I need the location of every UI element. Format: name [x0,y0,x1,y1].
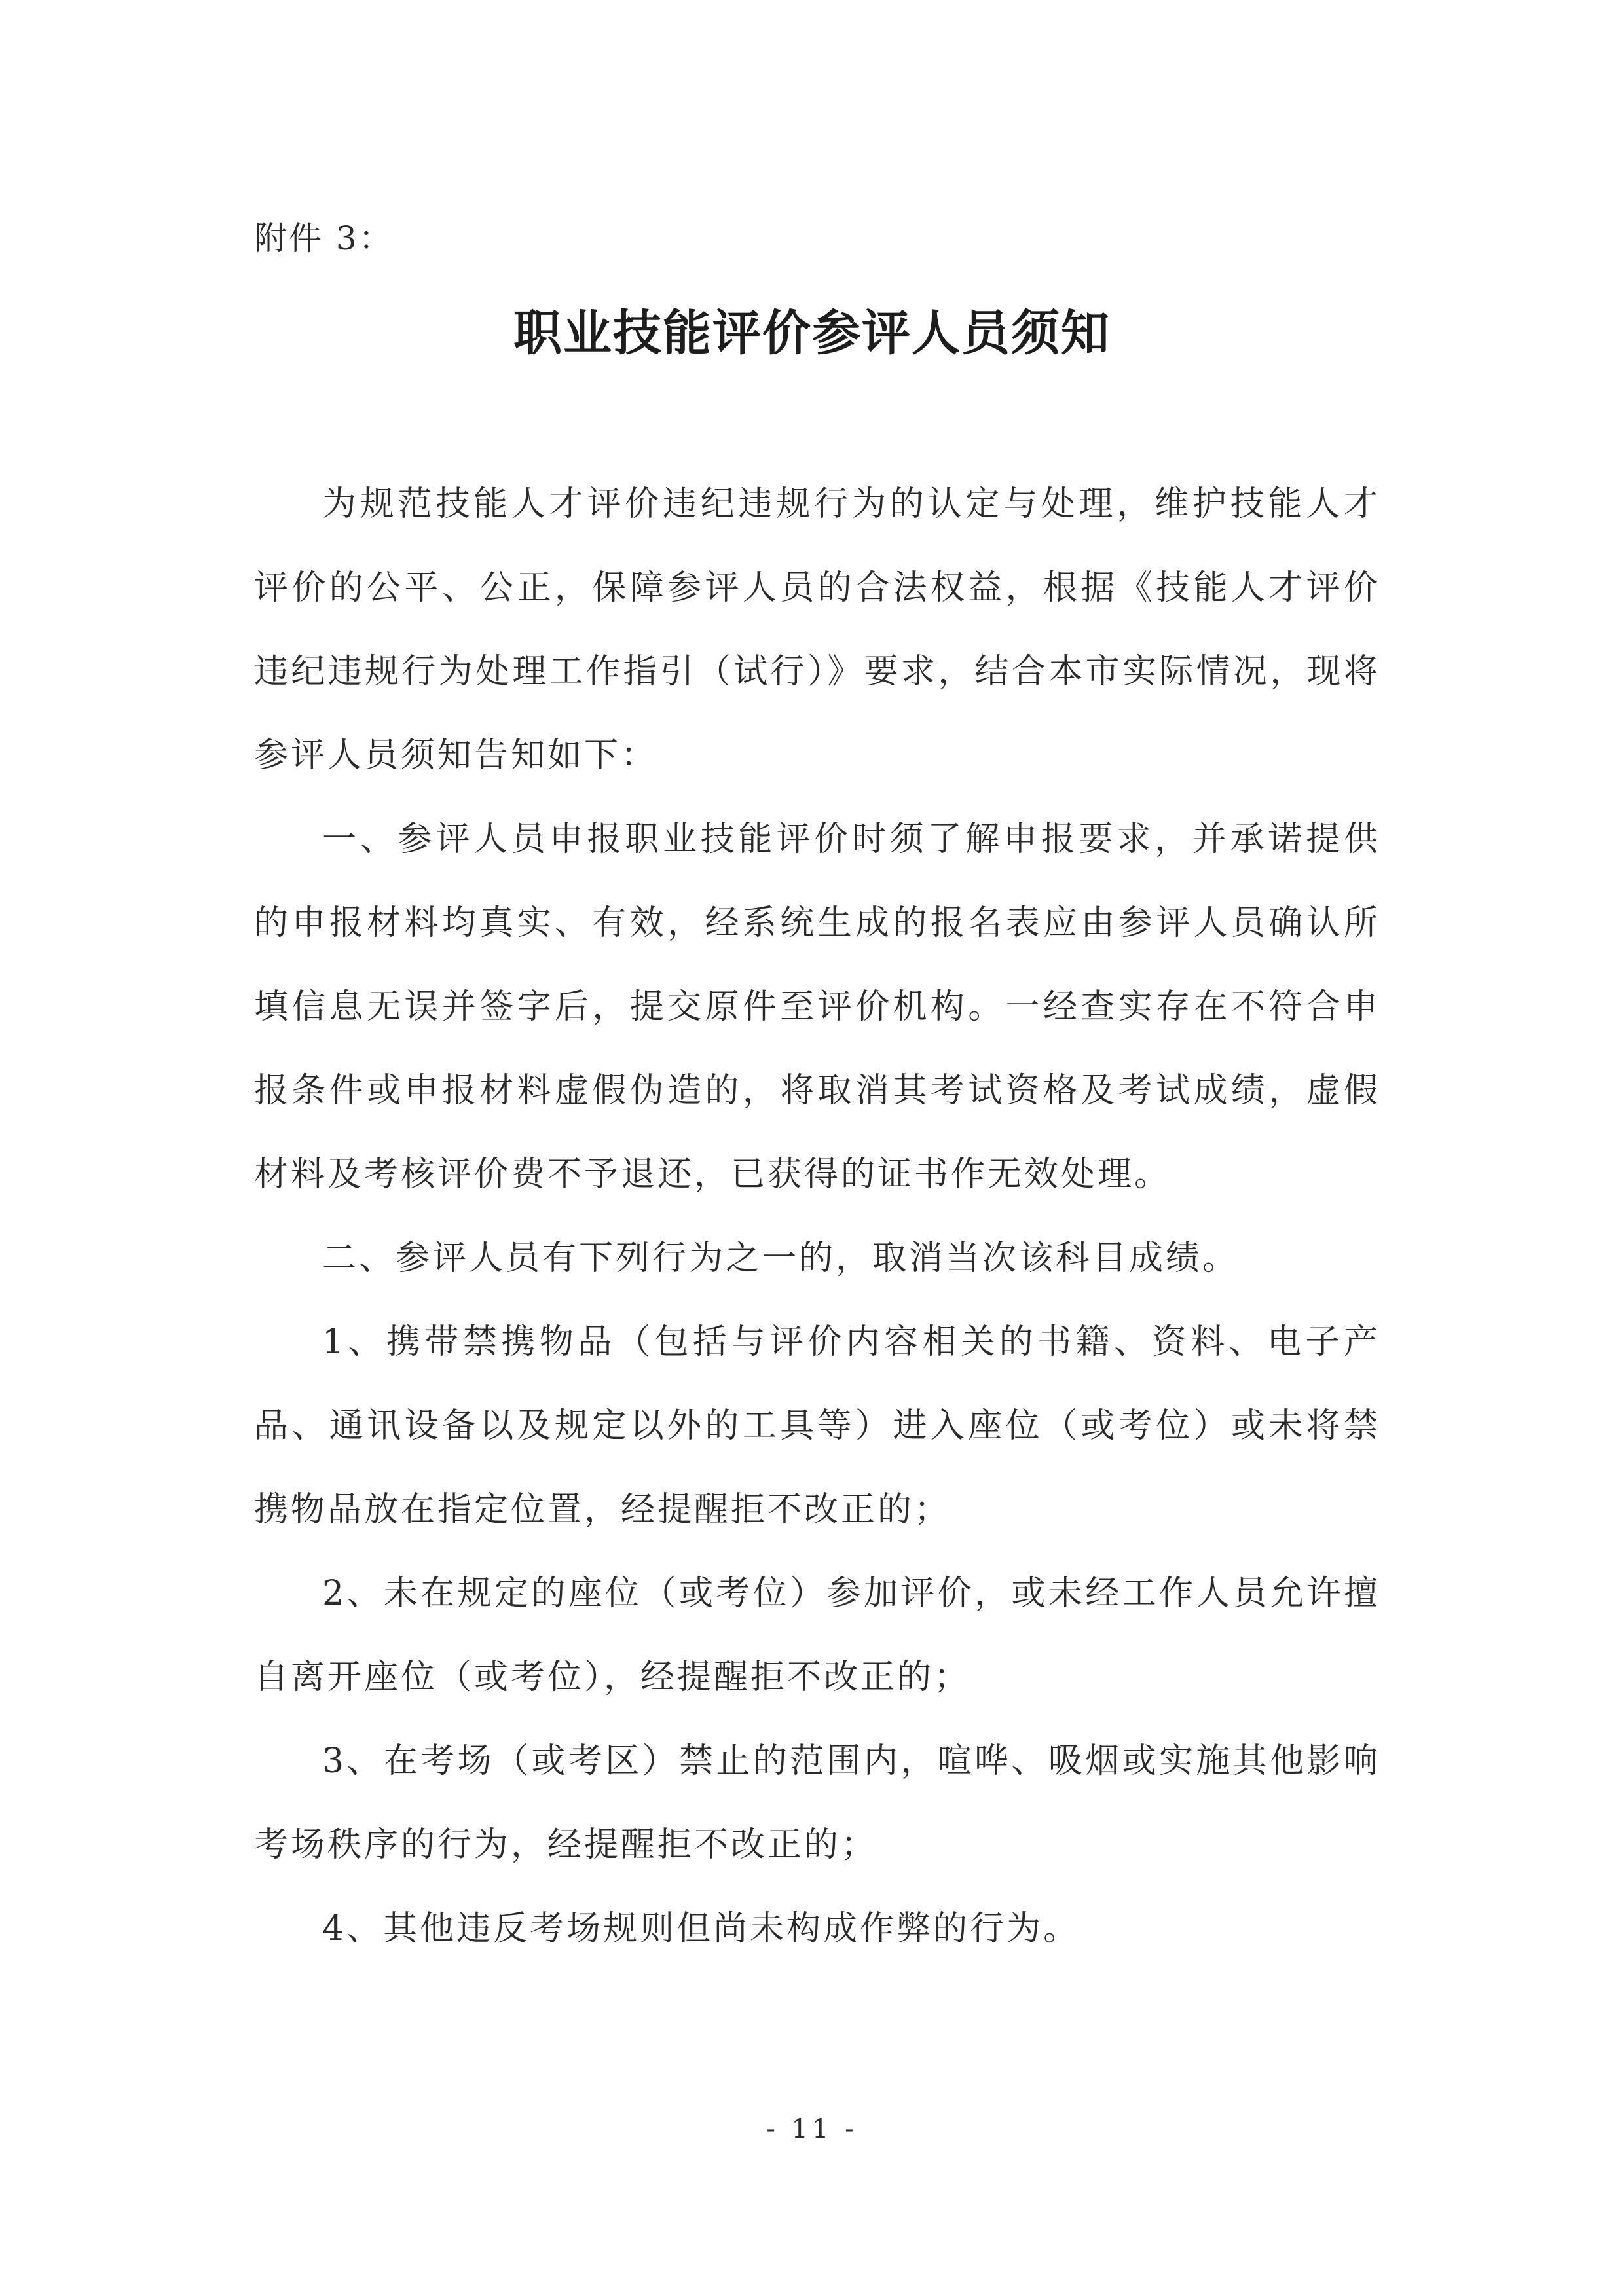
list-item-3: 3、在考场（或考区）禁止的范围内，喧哗、吸烟或实施其他影响考场秩序的行为，经提醒拒不改正的； [254,1741,1380,1865]
list-item-2: 2、未在规定的座位（或考位）参加评价，或未经工作人员允许擅自离开座位（或考位），经提醒拒不改正的； [254,1574,1380,1697]
document-title: 职业技能评价参评人员须知 [513,305,1111,361]
paragraph-section-2: 二、参评人员有下列行为之一的，取消当次该科目成绩。 [322,1239,1240,1278]
paragraph-section-1: 一、参评人员申报职业技能评价时须了解申报要求，并承诺提供的申报材料均真实、有效，经系统生成的报名表应由参评人员确认所填信息无误并签字后，提交原件至评价机构。一经查实存在不符合申报条件或申报材料虚假伪造的，将取消其考试资格及考试成绩，虚假材料及考核评价费不予退还，已获得的证书作无效处理。 [254,820,1380,1194]
page-number: - 11 - [766,2114,858,2144]
list-item-4: 4、其他违反考场规则但尚未构成作弊的行为。 [322,1909,1080,1948]
intro-paragraph: 为规范技能人才评价违纪违规行为的认定与处理，维护技能人才评价的公平、公正，保障参评人员的合法权益，根据《技能人才评价违纪违规行为处理工作指引（试行）》要求，结合本市实际情况，现将参评人员须知告知如下： [254,484,1380,775]
attachment-label: 附件 3： [254,219,394,257]
document-body [254,462,1380,1971]
list-item-1: 1、携带禁携物品（包括与评价内容相关的书籍、资料、电子产品、通讯设备以及规定以外的工具等）进入座位（或考位）或未将禁携物品放在指定位置，经提醒拒不改正的； [254,1322,1380,1529]
